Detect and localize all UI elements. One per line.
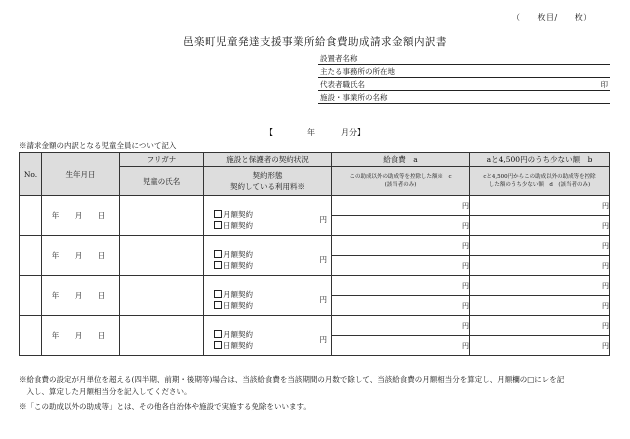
lesser-amount-d-field[interactable]: 円 — [470, 256, 610, 276]
note-top: ※請求金額の内訳となる児童全員について記入 — [19, 141, 177, 150]
meal-fee-a-field[interactable]: 円 — [332, 236, 470, 256]
claim-table — [19, 152, 610, 356]
header-lesser: aと4,500円のうち少ない額 b — [470, 153, 610, 167]
representative-label: 代表者職氏名 — [318, 78, 586, 91]
table-row — [20, 236, 610, 256]
meal-fee-c-field[interactable]: 円 — [332, 296, 470, 316]
lesser-amount-b-field[interactable]: 円 — [470, 196, 610, 216]
lesser-amount-d-field[interactable]: 円 — [470, 216, 610, 236]
monthly-checkbox[interactable] — [214, 210, 222, 218]
header-lesser-sub: cと4,500円からこの助成以外の助成等を控除 した額のうち少ない額 d (該当者のみ) — [470, 167, 610, 196]
seal-mark: 印 — [586, 78, 610, 91]
contract-field[interactable]: 月額契約 日額契約 円 — [204, 276, 332, 316]
daily-checkbox[interactable] — [214, 341, 222, 349]
founder-label: 設置者名称 — [318, 52, 586, 65]
birth-date-field[interactable]: 年 月 日 — [42, 236, 120, 276]
header-meal-sub: この助成以外の助成等を控除した額※ c (該当者のみ) — [332, 167, 470, 196]
header-no: No. — [20, 153, 42, 196]
header-furigana: フリガナ — [120, 153, 204, 167]
monthly-checkbox[interactable] — [214, 330, 222, 338]
row-no — [20, 316, 42, 356]
daily-checkbox[interactable] — [214, 301, 222, 309]
lesser-amount-b-field[interactable]: 円 — [470, 316, 610, 336]
table-row — [20, 276, 610, 296]
page-count: （ 枚目/ 枚） — [512, 13, 592, 22]
meal-fee-c-field[interactable]: 円 — [332, 256, 470, 276]
lesser-amount-b-field[interactable]: 円 — [470, 236, 610, 256]
child-name-field[interactable] — [120, 196, 204, 236]
document-title: 邑楽町児童発達支援事業所給食費助成請求金額内訳書 — [183, 36, 447, 48]
birth-date-field[interactable]: 年 月 日 — [42, 196, 120, 236]
lesser-amount-b-field[interactable]: 円 — [470, 276, 610, 296]
applicant-info — [318, 52, 610, 104]
header-contract-detail: 契約形態 契約している利用料※ — [204, 167, 332, 196]
birth-date-field[interactable]: 年 月 日 — [42, 316, 120, 356]
contract-field[interactable]: 月額契約 日額契約 円 — [204, 236, 332, 276]
header-birth: 生年月日 — [42, 153, 120, 196]
daily-checkbox[interactable] — [214, 261, 222, 269]
child-name-field[interactable] — [120, 316, 204, 356]
table-row — [20, 196, 610, 216]
billing-month: 【 年 月分】 — [265, 128, 365, 137]
lesser-amount-d-field[interactable]: 円 — [470, 296, 610, 316]
monthly-checkbox[interactable] — [214, 290, 222, 298]
daily-checkbox[interactable] — [214, 221, 222, 229]
contract-field[interactable]: 月額契約 日額契約 円 — [204, 316, 332, 356]
contract-field[interactable]: 月額契約 日額契約 円 — [204, 196, 332, 236]
header-meal: 給食費 a — [332, 153, 470, 167]
meal-fee-a-field[interactable]: 円 — [332, 196, 470, 216]
meal-fee-c-field[interactable]: 円 — [332, 216, 470, 236]
row-no — [20, 196, 42, 236]
footnote-1-cont: 入し、算定した月額相当分を記入してください。 — [19, 387, 192, 396]
footnote-1: ※給食費の設定が月単位を超える(四半期、前期・後期等)場合は、当該給食費を当該期間の月数で除して、当該給食費の月額相当分を算定し、月額欄の□にレを記 — [19, 375, 565, 384]
header-child-name: 児童の氏名 — [120, 167, 204, 196]
facility-label: 施設・事業所の名称 — [318, 91, 586, 104]
birth-date-field[interactable]: 年 月 日 — [42, 276, 120, 316]
row-no — [20, 276, 42, 316]
office-location-label: 主たる事務所の所在地 — [318, 65, 586, 78]
lesser-amount-d-field[interactable]: 円 — [470, 336, 610, 356]
table-row — [20, 316, 610, 336]
child-name-field[interactable] — [120, 236, 204, 276]
footnote-2: ※「この助成以外の助成等」とは、その他各自治体や施設で実施する免除をいいます。 — [19, 402, 311, 411]
meal-fee-a-field[interactable]: 円 — [332, 276, 470, 296]
child-name-field[interactable] — [120, 276, 204, 316]
row-no — [20, 236, 42, 276]
header-contract: 施設と保護者の契約状況 — [204, 153, 332, 167]
meal-fee-a-field[interactable]: 円 — [332, 316, 470, 336]
meal-fee-c-field[interactable]: 円 — [332, 336, 470, 356]
monthly-checkbox[interactable] — [214, 250, 222, 258]
